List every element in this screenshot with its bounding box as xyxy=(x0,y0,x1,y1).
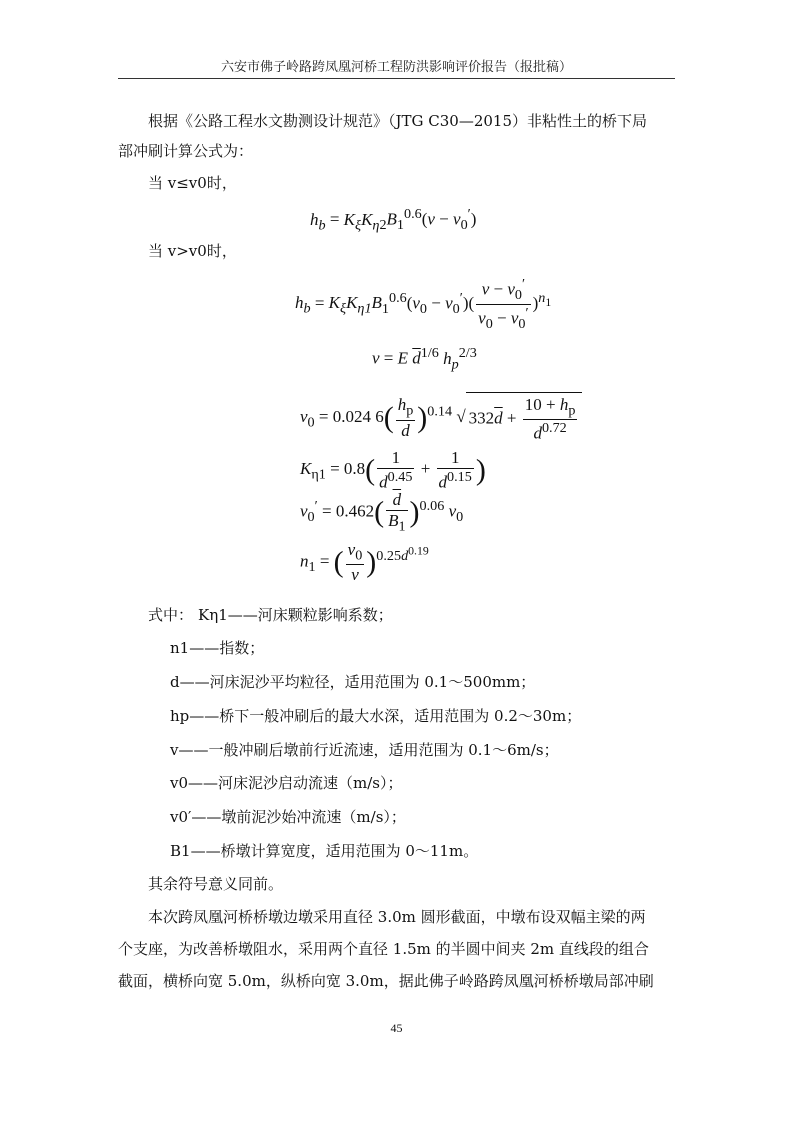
body-line-1: 本次跨凤凰河桥桥墩边墩采用直径 3.0m 圆形截面，中墩布设双幅主梁的两 xyxy=(148,908,646,926)
formula-k-eta1: $K_{\eta 1} = 0.8$( $\frac{1}{d^{0.45}}$ + $\frac{1}{d^{0.15}}$ ) xyxy=(300,448,486,492)
condition-2: 当 v>v0时， xyxy=(148,242,237,260)
def-item: v0——河床泥沙启动流速（m/s）； xyxy=(170,774,403,792)
header-rule xyxy=(118,78,675,79)
defs-prefix: 式中： xyxy=(148,606,194,624)
page-header: 六安市佛子岭路跨凤凰河桥工程防洪影响评价报告（报批稿） xyxy=(220,60,572,75)
def-item: Kη1——河床颗粒影响系数； xyxy=(198,606,393,624)
body-line-2: 个支座，为改善桥墩阻水，采用两个直径 1.5m 的半圆中间夹 2m 直线段的组合 xyxy=(118,940,649,958)
def-item: n1——指数； xyxy=(170,639,265,657)
body-line-3: 截面，横桥向宽 5.0m，纵桥向宽 3.0m，据此佛子岭路跨凤凰河桥桥墩局部冲刷 xyxy=(118,972,654,990)
note-other-symbols: 其余符号意义同前。 xyxy=(148,875,284,893)
def-item: hp——桥下一般冲刷后的最大水深，适用范围为 0.2～30m； xyxy=(170,707,582,725)
formula-v0-prime: $v_0' = 0.462$( $\frac{\overline{d}}{B_1}$ )$^{0.06}$ $v_0$ xyxy=(300,490,464,535)
intro-line-2: 部冲刷计算公式为： xyxy=(118,142,254,160)
formula-v0: $v_0 = 0.024$ 6( $\frac{h_p}{d}$ )$^{0.14}$ √ $332\overline{d}$ + $\frac{10 + h_p}{d^{0.72}}$ xyxy=(300,392,582,444)
def-item: v0′——墩前泥沙始冲流速（m/s）； xyxy=(170,808,406,826)
page-number: 45 xyxy=(390,1021,403,1035)
def-item: B1——桥墩计算宽度，适用范围为 0～11m。 xyxy=(170,842,479,860)
formula-v: v = E $\overline{d}^{1/6}$ $h_p^{2/3}$ xyxy=(372,345,477,373)
intro-line-1: 根据《公路工程水文勘测设计规范》（JTG C30—2015）非粘性土的桥下局 xyxy=(148,112,648,130)
def-item: v——一般冲刷后墩前行近流速，适用范围为 0.1～6m/s； xyxy=(170,741,559,759)
formula-n1: $n_1$ = ( $\frac{v_0}{v}$ )$^{0.25d^{0.19}}$ xyxy=(300,540,429,585)
condition-1: 当 v≤v0时， xyxy=(148,174,237,192)
formula-hb-case1: $h_b = K_\xi K_{\eta 2}B_1^{0.6}(v - v_0')$ xyxy=(310,206,477,234)
def-item: d——河床泥沙平均粒径，适用范围为 0.1～500mm； xyxy=(170,673,536,691)
formula-hb-case2: $h_b = K_\xi K_{\eta 1}B_1^{0.6}(v_0 - v_0')$( $\frac{v - v_0'}{v_0 - v_0'}$ )$^{n_1}$ xyxy=(295,276,552,333)
